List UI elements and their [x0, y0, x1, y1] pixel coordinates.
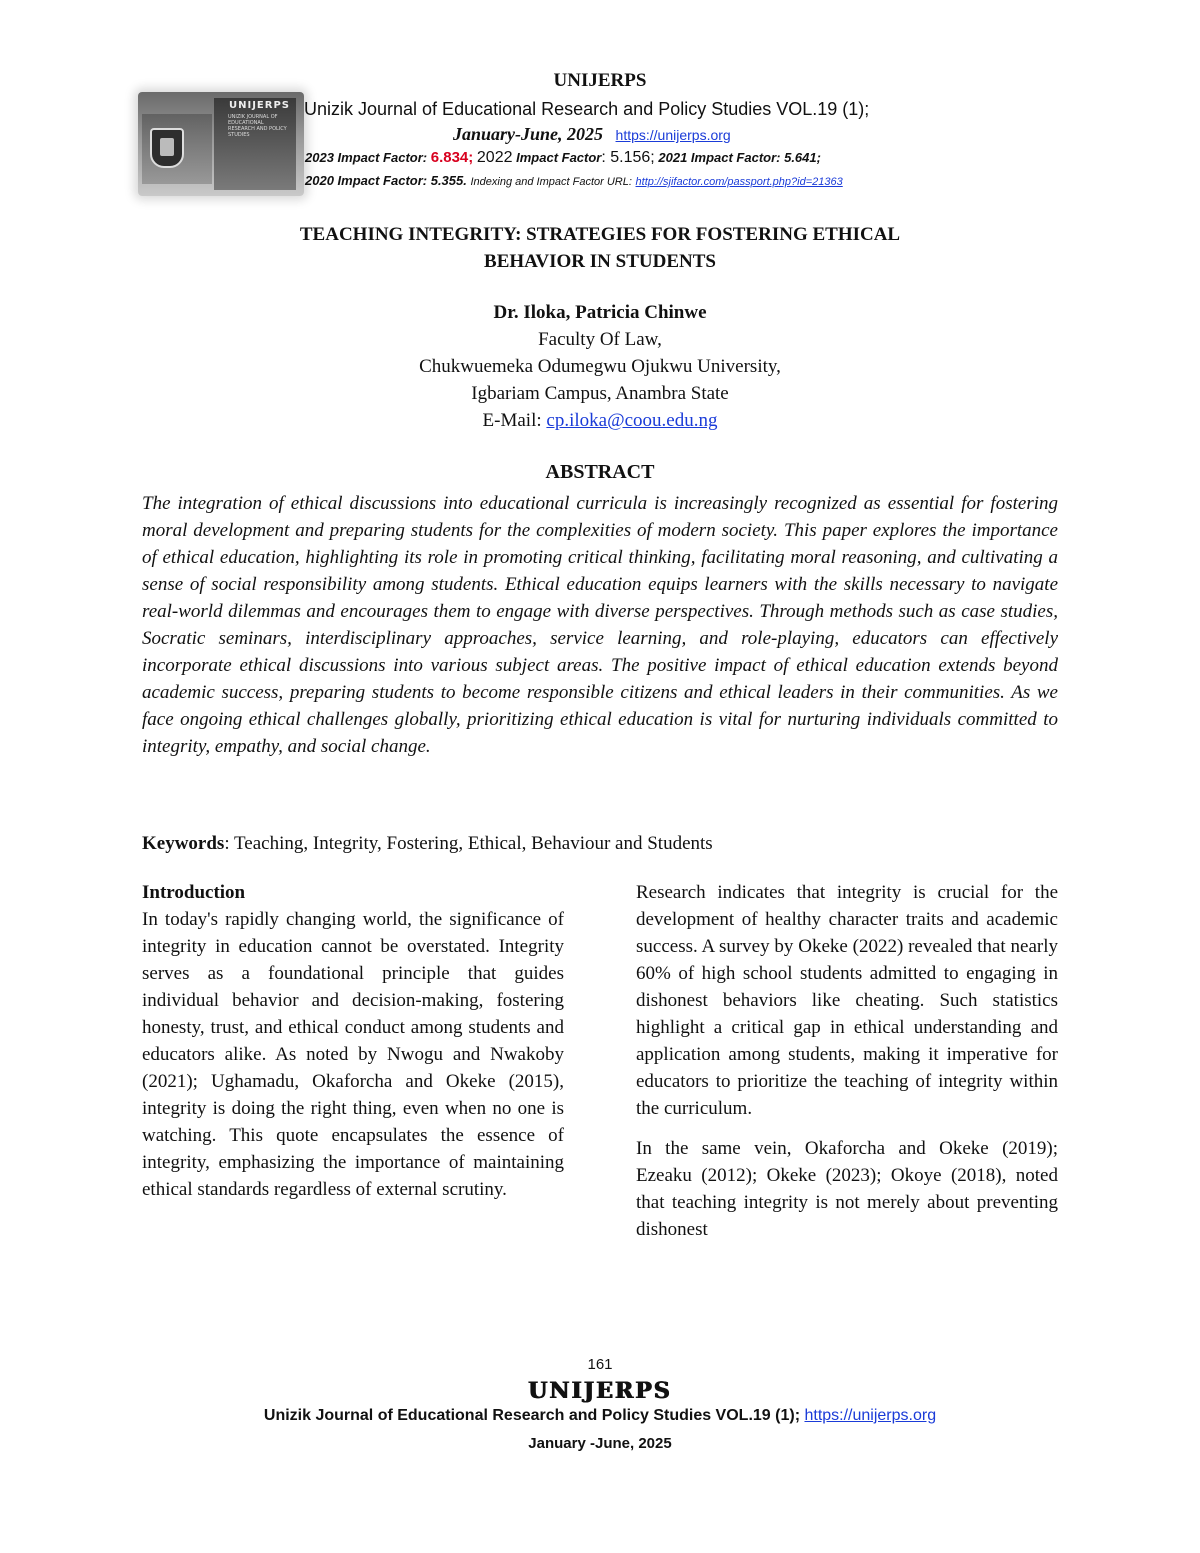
if-2020: 2020 Impact Factor: 5.355.	[305, 173, 467, 188]
if-2022-label: Impact Factor	[516, 150, 602, 165]
paper-title	[0, 221, 1200, 275]
right-paragraph-2: In the same vein, Okaforcha and Okeke (2019); Ezeaku (2012); Okeke (2023); Okoye (2018), noted that teaching integrity is not merely about preventing dishonest	[636, 1138, 1058, 1240]
affiliation-campus: Igbariam Campus, Anambra State	[471, 383, 729, 404]
issue-date: January-June, 2025	[453, 124, 604, 144]
if-2023-label: 2023 Impact Factor:	[305, 150, 428, 165]
paper-title-line-2: BEHAVIOR IN STUDENTS	[484, 251, 716, 272]
keywords-list: : Teaching, Integrity, Fostering, Ethical, Behaviour and Students	[224, 833, 713, 854]
logo-building	[214, 98, 296, 190]
impact-factor-line-2	[305, 173, 843, 188]
author-email-line	[0, 407, 1200, 434]
indexing-label: Indexing and Impact Factor URL:	[470, 176, 632, 188]
logo-text: UNIJERPS	[229, 100, 290, 111]
logo-subtext: UNIZIK JOURNAL OF EDUCATIONAL RESEARCH AND POLICY STUDIES	[228, 114, 287, 138]
crest-icon	[150, 128, 184, 168]
journal-logo	[138, 92, 304, 196]
page-number: 161	[587, 1356, 613, 1373]
indexing-url-link[interactable]: http://sjifactor.com/passport.php?id=21363	[635, 176, 843, 188]
intro-paragraph-1: In today's rapidly changing world, the significance of integrity in education cannot be overstated. Integrity serves as a foundational principle that guides individual behavior and decision-making, fostering honesty, trust, and ethical conduct among students and educators alike. As noted by Nwogu and Nwakoby (2021); Ughamadu, Okaforcha and Okeke (2015), integrity is doing the right thing, even when no one is watching. This quote encapsulates the essence of integrity, emphasizing the importance of maintaining ethical standards regardless of external scrutiny.	[142, 909, 564, 1200]
left-column	[142, 879, 564, 1203]
footer-brand: UNIJERPS	[528, 1378, 672, 1404]
keywords-label: Keywords	[142, 833, 225, 854]
keywords-line	[142, 833, 713, 855]
abstract-heading: ABSTRACT	[545, 461, 655, 483]
author-name: Dr. Iloka, Patricia Chinwe	[493, 302, 707, 323]
if-2022-year: 2022	[476, 149, 513, 166]
footer-journal-name: Unizik Journal of Educational Research and Policy Studies VOL.19 (1);	[263, 1407, 805, 1424]
email-label: E-Mail:	[482, 410, 547, 431]
footer-journal-line	[0, 1407, 1200, 1425]
footer-date: January -June, 2025	[528, 1435, 672, 1452]
footer-url-link[interactable]: https://unijerps.org	[804, 1407, 937, 1424]
right-column	[636, 879, 1058, 1243]
affiliation-university: Chukwuemeka Odumegwu Ojukwu University,	[419, 356, 781, 377]
author-block	[0, 299, 1200, 434]
journal-url-link[interactable]: https://unijerps.org	[615, 127, 731, 143]
impact-factor-line-1	[305, 149, 821, 167]
journal-acronym: UNIJERPS	[553, 70, 647, 91]
right-paragraph-1: Research indicates that integrity is crucial for the development of healthy character traits and academic success. A survey by Okeke (2022) revealed that nearly 60% of high school students admitted to engaging in dishonest behaviors like cheating. Such statistics highlight a critical gap in ethical understanding and application among students, making it imperative for educators to prioritize the teaching of integrity within the curriculum.	[636, 882, 1058, 1119]
journal-name: Unizik Journal of Educational Research and Policy Studies VOL.19 (1);	[304, 99, 870, 119]
affiliation-faculty: Faculty Of Law,	[538, 329, 662, 350]
author-email-link[interactable]: cp.iloka@coou.edu.ng	[546, 410, 718, 431]
if-2023-value: 6.834;	[430, 149, 474, 166]
if-2021: 2021 Impact Factor: 5.641;	[658, 150, 821, 165]
if-2022-value: : 5.156;	[601, 149, 655, 166]
intro-heading: Introduction	[142, 882, 246, 903]
abstract-text: The integration of ethical discussions into educational curricula is increasingly recognized as essential for fostering moral development and preparing students for the complexities of modern society. This paper explores the importance of ethical education, highlighting its role in promoting critical thinking, facilitating moral reasoning, and cultivating a sense of social responsibility among students. Ethical education equips learners with the skills necessary to navigate real-world dilemmas and encourages them to engage with diverse perspectives. Through methods such as case studies, Socratic seminars, interdisciplinary approaches, service learning, and role-playing, educators can effectively incorporate ethical discussions into various subject areas. The positive impact of ethical education extends beyond academic success, preparing students to become responsible citizens and ethical leaders in their communities. As we face ongoing ethical challenges globally, prioritizing ethical education is vital for nurturing individuals committed to integrity, empathy, and social change.	[142, 493, 1058, 757]
issue-date-line	[453, 124, 731, 145]
paper-title-line-1: TEACHING INTEGRITY: STRATEGIES FOR FOSTERING ETHICAL	[299, 224, 901, 245]
